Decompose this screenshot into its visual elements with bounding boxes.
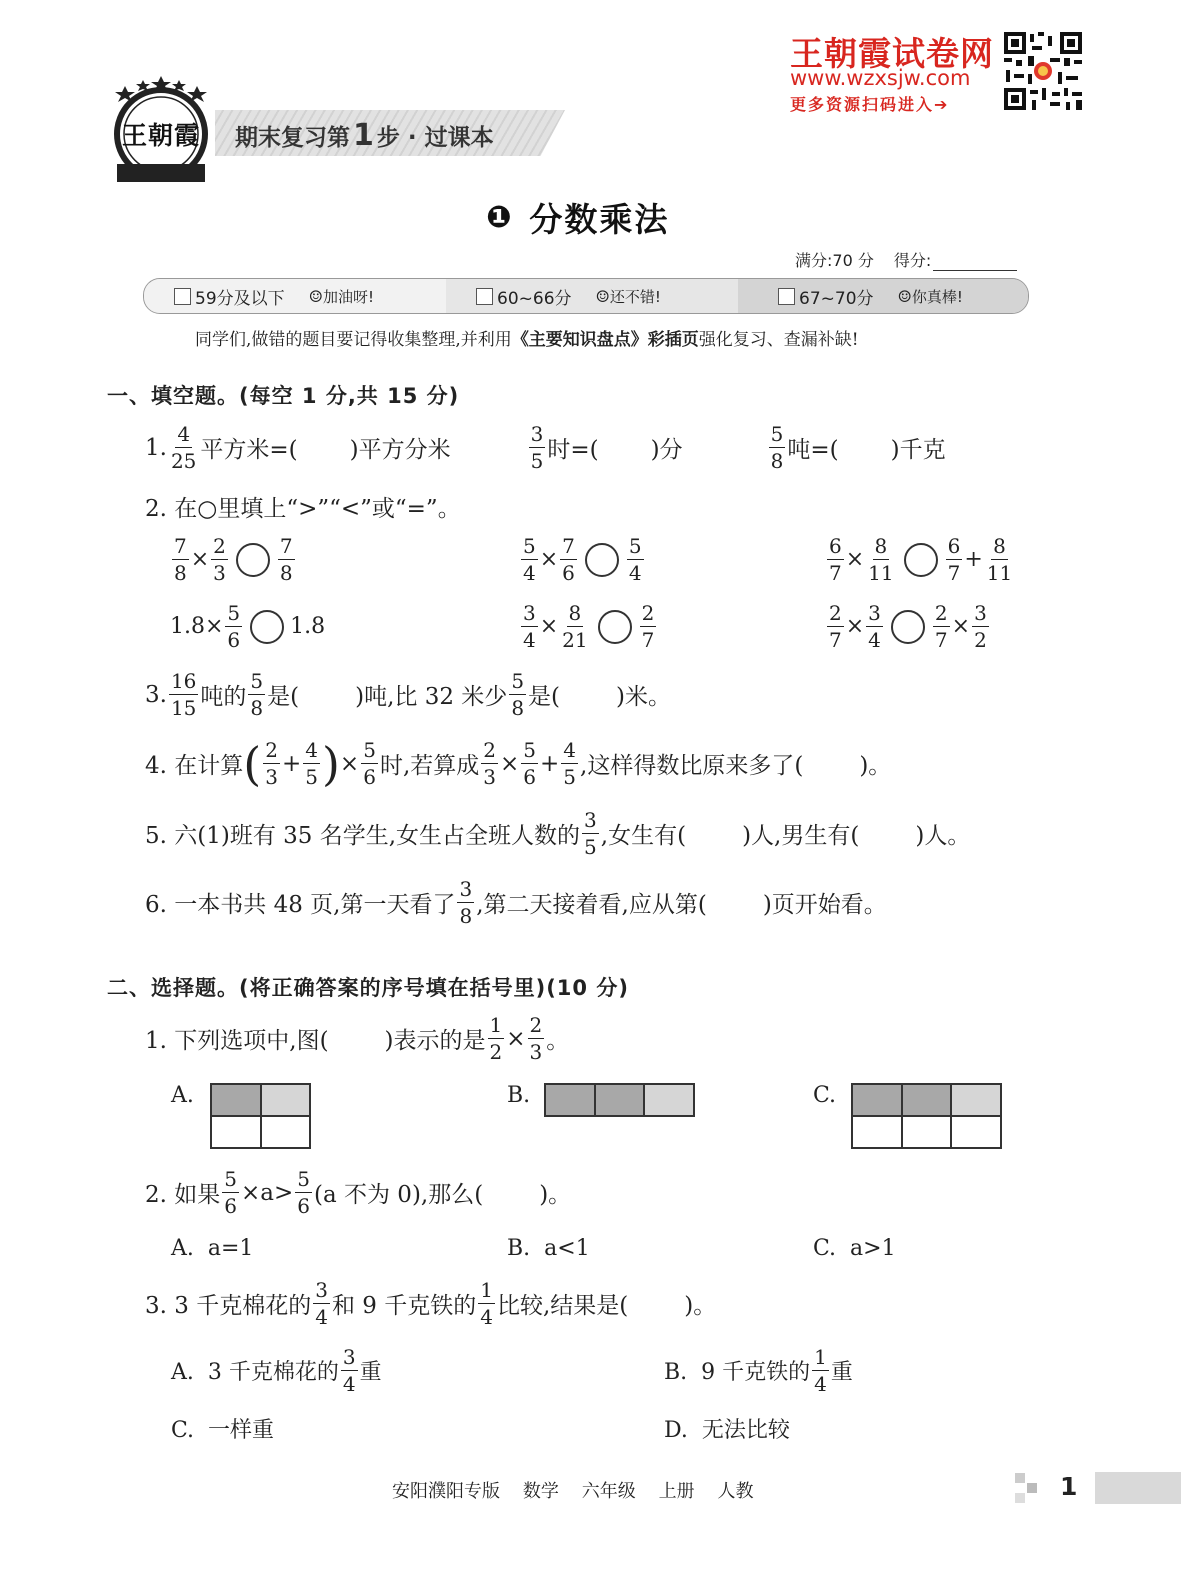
smile-icon: ☺ <box>308 286 323 306</box>
section-heading: 二、选择题。(将正确答案的序号填在括号里)(10 分) <box>107 976 629 1000</box>
site-url[interactable]: www.wzxsjw.com <box>790 66 971 90</box>
compare-circle[interactable] <box>585 543 619 577</box>
site-cta: 更多资源扫码进入➔ <box>790 95 950 114</box>
header-band-text: 期末复习第 1 步 · 过课本 <box>235 118 494 153</box>
choice-question-1: 1. 下列选项中,图( )表示的是 $\frac{1}{2}$ × $\frac{2}{3}$ 。 <box>145 1013 570 1064</box>
checkbox[interactable] <box>174 288 191 305</box>
fraction: 3 5 <box>530 422 544 473</box>
fraction: 5 8 <box>770 422 784 473</box>
compare-circle[interactable] <box>250 610 284 644</box>
rating-item: 59分及以下 ☺ 加油呀! <box>144 279 446 313</box>
compare-item: 1.8× $\frac{5}{6}$ 1.8 <box>170 601 326 652</box>
section-heading: 一、填空题。(每空 1 分,共 15 分) <box>107 384 460 408</box>
qr-code[interactable] <box>1002 30 1084 112</box>
question-1: 1. 4 25 平方米=( )平方分米 3 5 时=( )分 5 8 吨=( )千克 <box>145 422 946 473</box>
question-4: 4. 在计算 ( 2 3 + $\frac{4}{5}$ ) × $\frac{5}{6}$ 时,若算成 $\frac{2}{3}$ × $\frac{5}{6}$ + $\frac{4}{5}$ ,这样得数比原来多了( )。 <box>145 736 892 791</box>
checkbox[interactable] <box>476 288 493 305</box>
option-label[interactable]: A. <box>171 1083 194 1108</box>
rating-bar <box>143 278 1029 314</box>
question-2: 2. 在○里填上“>”“<”或“=”。 <box>145 496 461 522</box>
choice-question-3: 3. 3 千克棉花的 3 4 和 9 千克铁的 1 4 比较,结果是( )。 <box>145 1278 717 1329</box>
fraction-diagram-b[interactable] <box>544 1083 695 1117</box>
rating-item: 67~70分 ☺ 你真棒! <box>738 279 1028 313</box>
choice-question-2: 2. 如果 $\frac{5}{6}$ ×a> 5 6 (a 不为 0),那么( )。 <box>145 1167 572 1218</box>
option-label[interactable]: C. <box>813 1083 837 1108</box>
compare-circle[interactable] <box>904 543 938 577</box>
tip-text: 同学们,做错的题目要记得收集整理,并利用《主要知识盘点》彩插页强化复习、查漏补缺! <box>195 330 859 350</box>
logo-text: 王朝霞 <box>121 121 200 150</box>
compare-item: $\frac{3}{4}$ × $\frac{8}{21}$ 2 7 <box>523 601 655 652</box>
compare-item: $\frac{5}{4}$ × $\frac{7}{6}$ 5 4 <box>523 534 642 585</box>
rating-item: 60~66分 ☺ 还不错! <box>446 279 738 313</box>
compare-item: $\frac{6}{7}$ × $\frac{8}{11}$ 6 7 + $\frac{8}{11}$ <box>829 534 1013 585</box>
fraction: 4 25 <box>170 422 197 473</box>
smile-icon: ☺ <box>897 286 912 306</box>
compare-circle[interactable] <box>598 610 632 644</box>
score-blank[interactable] <box>933 248 1017 271</box>
page-title: ❶ 分数乘法 <box>486 200 670 239</box>
smile-icon: ☺ <box>595 286 610 306</box>
compare-circle[interactable] <box>891 610 925 644</box>
fraction-diagram-c[interactable] <box>851 1083 1002 1149</box>
option-a[interactable]: A. a=1 <box>171 1236 254 1261</box>
page-corner-deco <box>1015 1473 1041 1503</box>
compare-item: $\frac{7}{8}$ × $\frac{2}{3}$ 7 8 <box>174 534 293 585</box>
page-number: 1 <box>1060 1472 1078 1501</box>
site-name: 王朝霞试卷网 <box>790 34 994 73</box>
option-c[interactable]: C. 一样重 <box>171 1418 275 1443</box>
option-c[interactable]: C. a>1 <box>813 1236 896 1261</box>
option-b[interactable]: B. a<1 <box>507 1236 590 1261</box>
compare-item: $\frac{2}{7}$ × $\frac{3}{4}$ $\frac{2}{7}$ × $\frac{3}{2}$ <box>829 601 987 652</box>
fraction-diagram-a[interactable] <box>210 1083 311 1149</box>
option-a[interactable]: A. 3 千克棉花的 3 4 重 <box>171 1345 382 1396</box>
compare-circle[interactable] <box>236 543 270 577</box>
option-b[interactable]: B. 9 千克铁的 1 4 重 <box>664 1345 853 1396</box>
question-6: 6. 一本书共 48 页,第一天看了 3 8 ,第二天接着看,应从第( )页开始看。 <box>145 877 887 928</box>
checkbox[interactable] <box>778 288 795 305</box>
question-5: 5. 六(1)班有 35 名学生,女生占全班人数的 3 5 ,女生有( )人,男生有( )人。 <box>145 808 971 859</box>
question-3: 3. 16 15 吨的 5 8 是( )吨,比 32 米少 5 8 是( )米。 <box>145 669 672 720</box>
page-number-bar <box>1095 1472 1181 1504</box>
option-label[interactable]: B. <box>507 1083 531 1108</box>
option-d[interactable]: D. 无法比较 <box>664 1418 790 1443</box>
logo <box>105 72 217 184</box>
score-line: 满分:70 分 得分: <box>795 248 1017 271</box>
footer-text: 安阳濮阳专版 数学 六年级 上册 人教 <box>392 1481 754 1502</box>
